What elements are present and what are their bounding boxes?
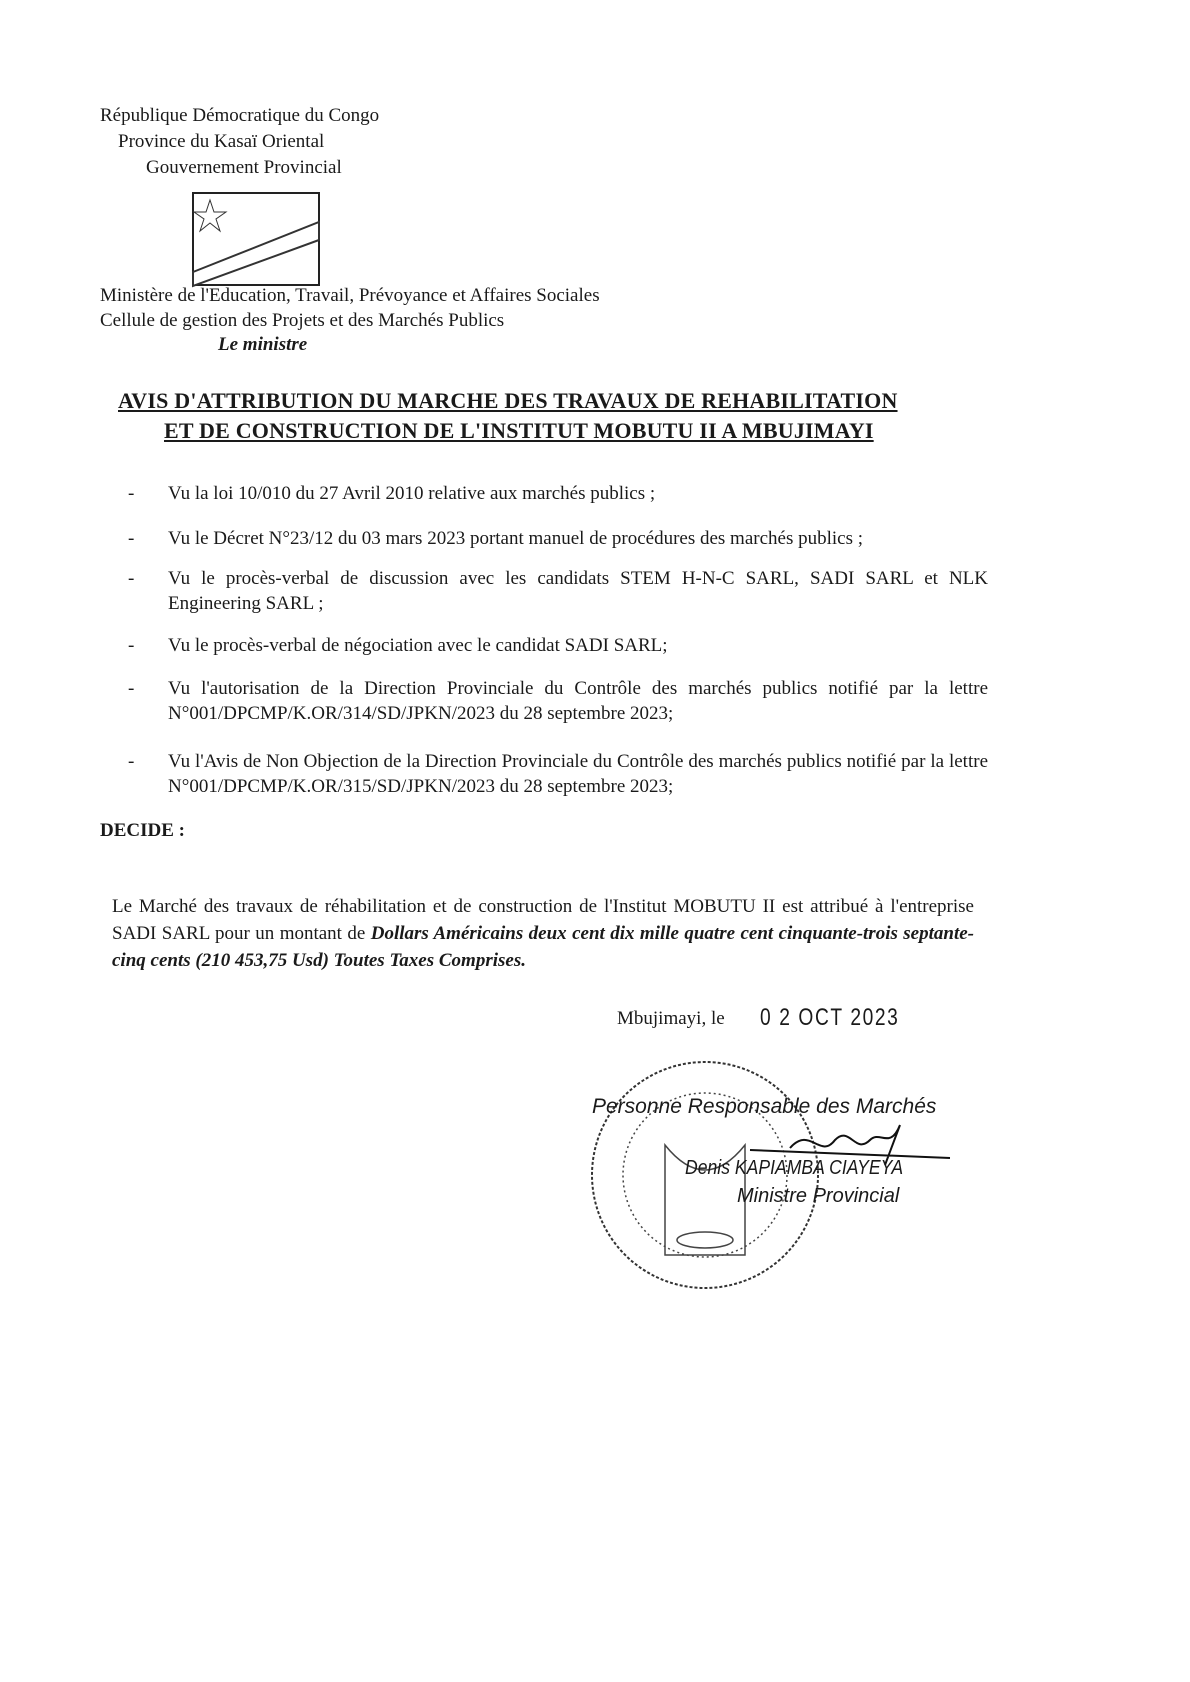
decision-paragraph [112,893,974,974]
list-item: - Vu l'autorisation de la Direction Provinciale du Contrôle des marchés publics notifié par la lettre N°001/DPCMP/K.OR/314/SD/JPKN/2023 du 28 septembre 2023; [128,678,988,724]
header-country: République Démocratique du Congo [100,105,380,126]
header-province: Province du Kasaï Oriental [118,131,325,152]
signatory-role: Ministre Provincial [737,1185,900,1207]
list-item: - Vu le procès-verbal de discussion avec les candidats STEM H-N-C SARL, SADI SARL et NLK Engineering SARL ; [128,568,988,614]
title-line-1: AVIS D'ATTRIBUTION DU MARCHE DES TRAVAUX DE REHABILITATION [118,388,898,413]
signature-title: Personne Responsable des Marchés [592,1095,937,1118]
title-line-2: ET DE CONSTRUCTION DE L'INSTITUT MOBUTU II A MBUJIMAYI [164,418,874,443]
decide-label: DECIDE : [100,820,185,841]
list-item: - Vu la loi 10/010 du 27 Avril 2010 relative aux marchés publics ; [128,483,656,504]
header-ministry: Ministère de l'Education, Travail, Prévoyance et Affaires Sociales [100,285,600,306]
list-item: - Vu le procès-verbal de négociation avec le candidat SADI SARL; [128,635,668,656]
header-cell: Cellule de gestion des Projets et des Marchés Publics [100,310,505,331]
signatory-name: Denis KAPIAMBA CIAYEYA [685,1157,904,1179]
header-government: Gouvernement Provincial [146,157,342,178]
flag-emblem [192,192,322,288]
header-role: Le ministre [218,334,308,355]
date-stamp: 0 2 OCT 2023 [760,1004,900,1031]
decision-text: Le Marché des travaux de réhabilitation et de construction de l'Institut MOBUTU II est attribué à l'entreprise SADI SARL pour un montant de [112,896,974,944]
decision-amount: Dollars Américains deux cent dix mille quatre cent cinquante-trois septante-cinq cents (210 453,75 Usd) Toutes Taxes Comprises. [112,923,975,971]
place: Mbujimayi, le [617,1008,725,1029]
list-item: - Vu l'Avis de Non Objection de la Direction Provinciale du Contrôle des marchés publics notifié par la lettre N°001/DPCMP/K.OR/315/SD/JPKN/2023 du 28 septembre 2023; [128,751,988,797]
list-item: - Vu le Décret N°23/12 du 03 mars 2023 portant manuel de procédures des marchés publics ; [128,528,864,549]
